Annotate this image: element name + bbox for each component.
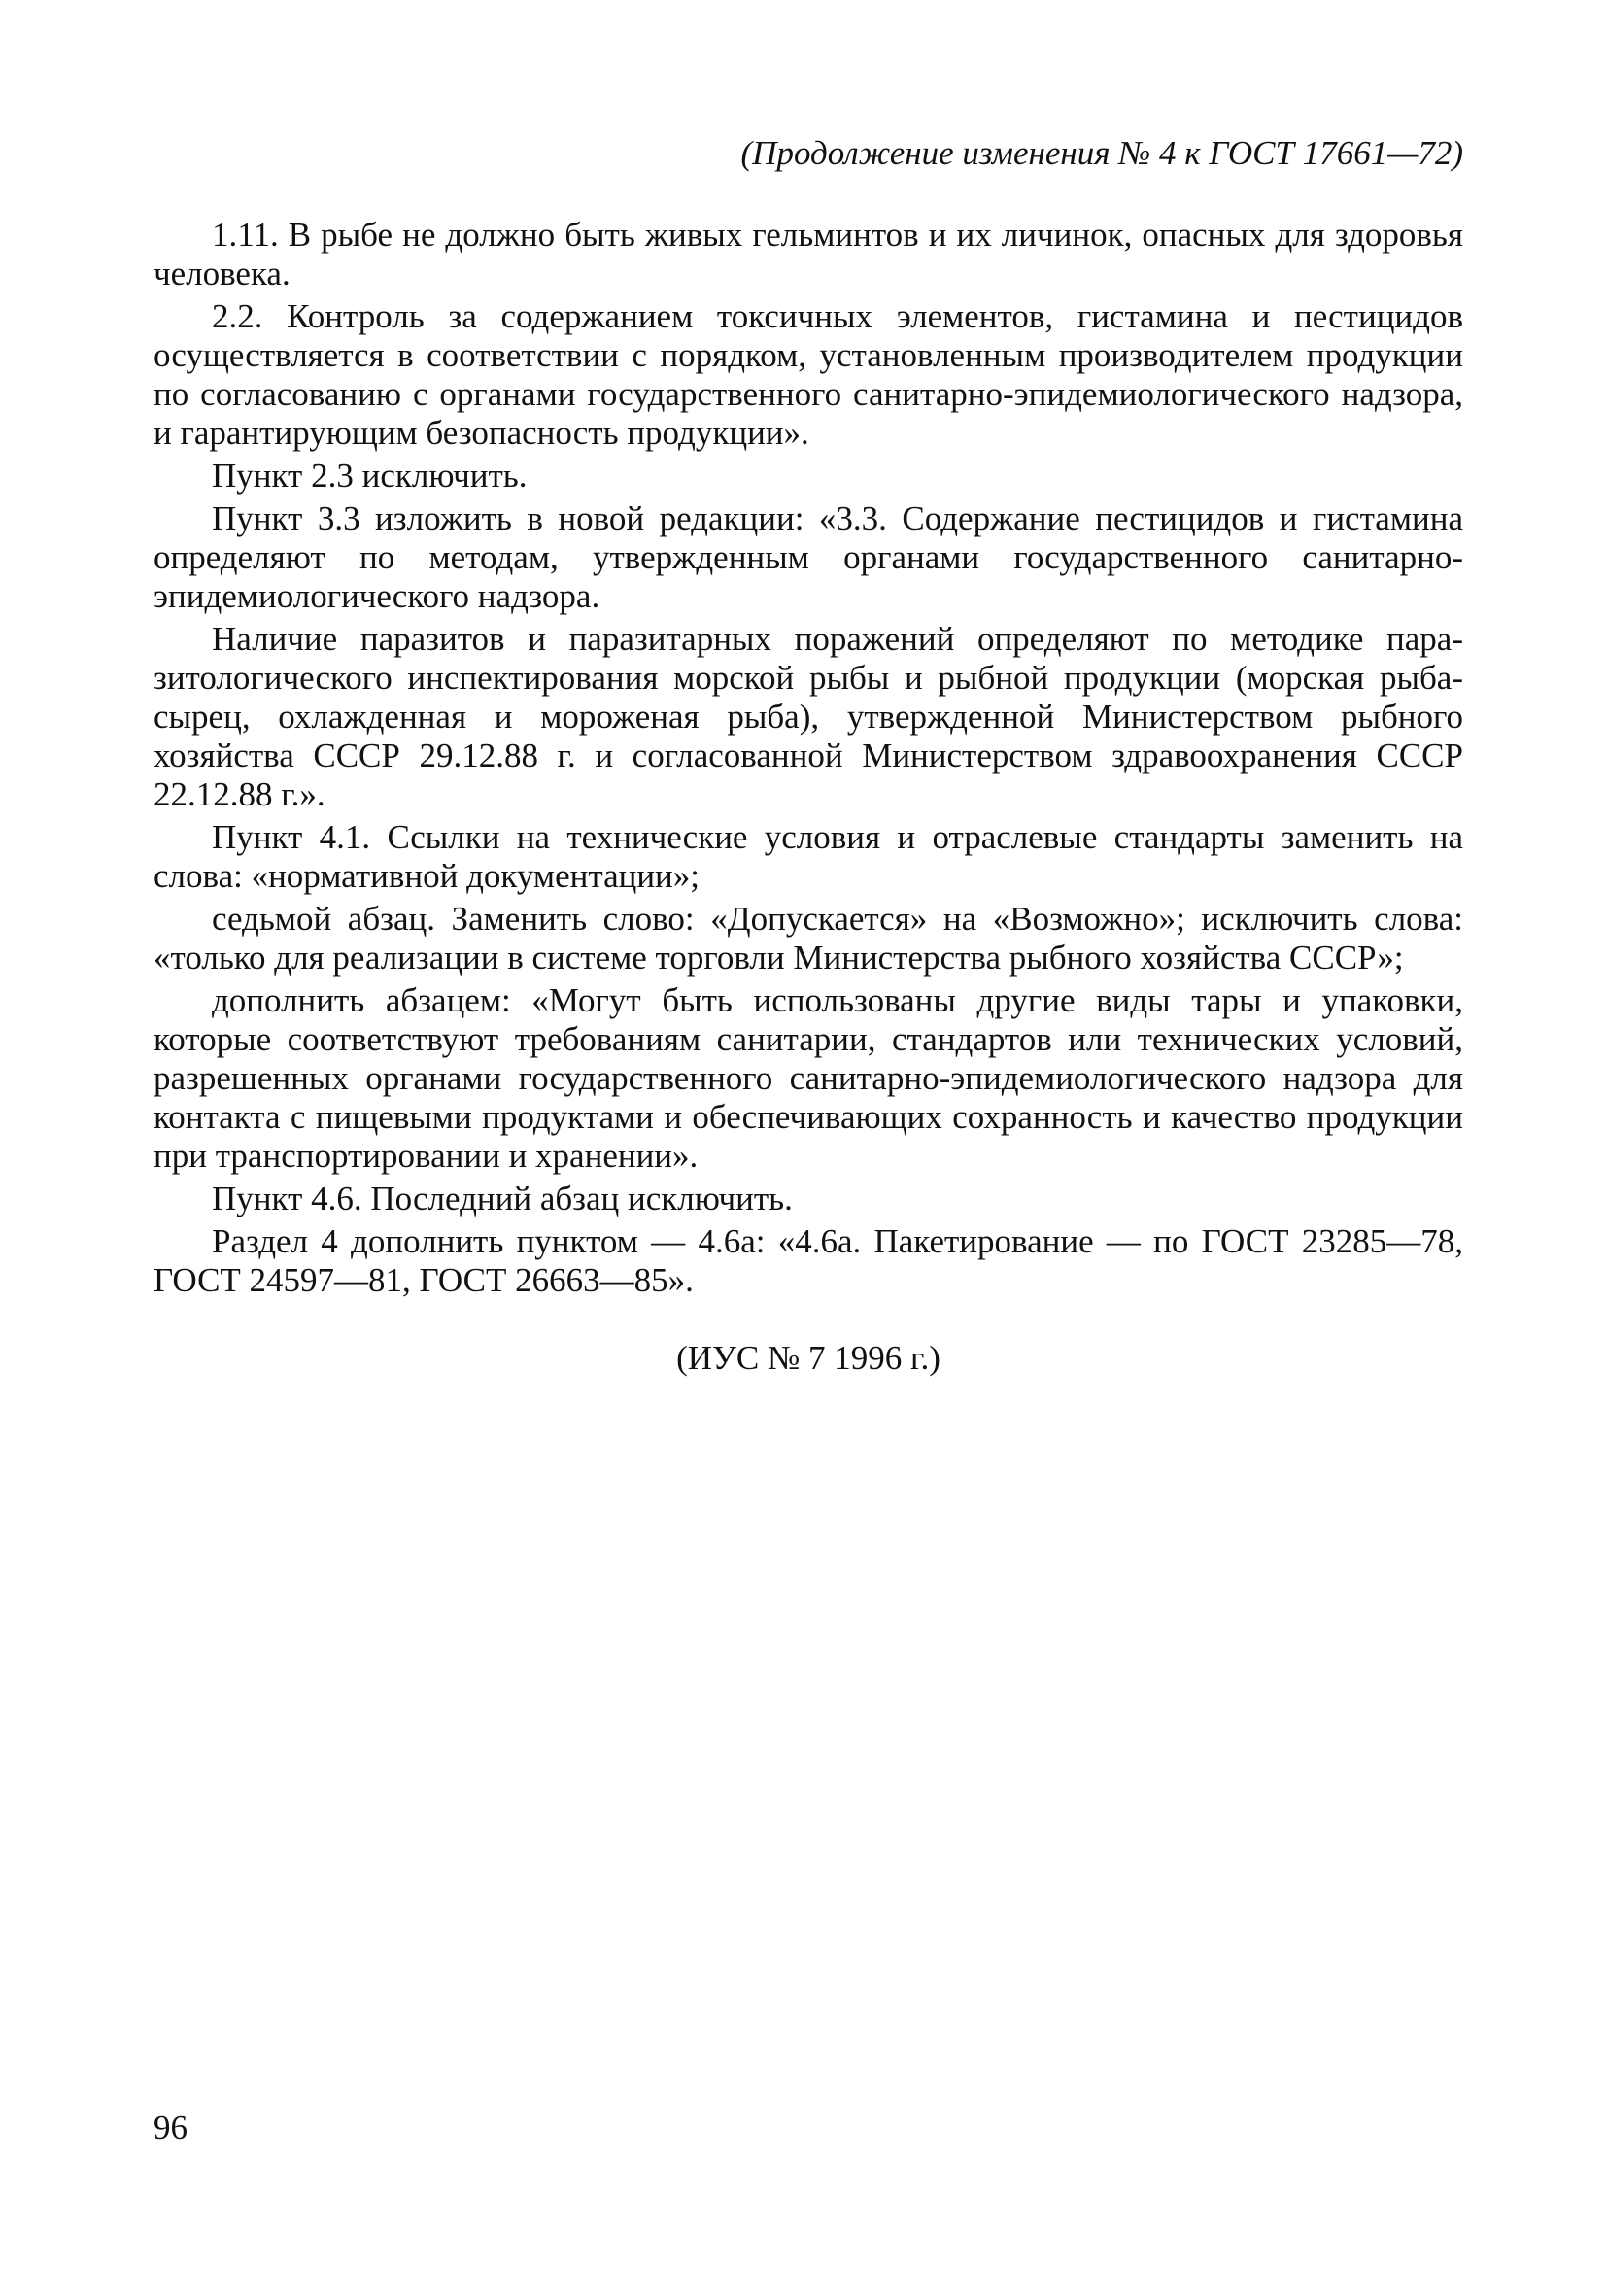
paragraph-clause-4-1: Пункт 4.1. Ссылки на технические условия и отраслевые стандарты заменить на слова: «нормативной документации»; (154, 818, 1463, 895)
paragraph-1-11: 1.11. В рыбе не должно быть живых гельминтов и их личинок, опасных для здоровья человека. (154, 216, 1463, 292)
page-number: 96 (154, 2108, 188, 2146)
paragraph-parasites: Наличие паразитов и паразитарных поражений определяют по методике паразитологического инспектирования морской рыбы и рыбной продукции (морская рыба-сырец, охлажденная и мороженая рыба), утвержденной Министерством рыбного хозяйства СССР 29.12.88 г. и согласованной Министерством здравоохранения СССР 22.12.88 г.». (154, 620, 1463, 813)
paragraph-2-2: 2.2. Контроль за содержанием токсичных элементов, гистамина и пестицидов осуществляется в соответствии с порядком, установленным производителем продукции по согласованию с органами государственного санитарно-эпидемиологического надзора, и гарантирующим безопасность продукции». (154, 297, 1463, 452)
paragraph-section-4-packing: Раздел 4 дополнить пунктом — 4.6а: «4.6а. Пакетирование — по ГОСТ 23285—78, ГОСТ 24597—81, ГОСТ 26663—85». (154, 1222, 1463, 1299)
paragraph-supplement-packaging: дополнить абзацем: «Могут быть использованы другие виды тары и упаковки, которые соответствуют требованиям санитарии, стандартов или технических условий, разрешенных органами государственного санитарно-эпидемиологического надзора для контакта с пищевыми продуктами и обеспечивающих сохранность и качество продукции при транспортировании и хранении». (154, 981, 1463, 1175)
paragraph-clause-3-3: Пункт 3.3 изложить в новой редакции: «3.3. Содержание пестицидов и гистамина определяют по методам, утвержденным органами государственного санитарно-эпидемиологического надзора. (154, 499, 1463, 615)
amendment-text (154, 216, 1463, 1304)
publication-source: (ИУС № 7 1996 г.) (676, 1339, 940, 1377)
paragraph-seventh-abzac: седьмой абзац. Заменить слово: «Допускается» на «Возможно»; исключить слова: «только для реализации в системе торговли Министерства рыбного хозяйства СССР»; (154, 900, 1463, 977)
paragraph-clause-4-6: Пункт 4.6. Последний абзац исключить. (212, 1180, 793, 1217)
paragraph-clause-2-3: Пункт 2.3 исключить. (212, 457, 528, 495)
running-header: (Продолжение изменения № 4 к ГОСТ 17661—72) (740, 134, 1463, 172)
